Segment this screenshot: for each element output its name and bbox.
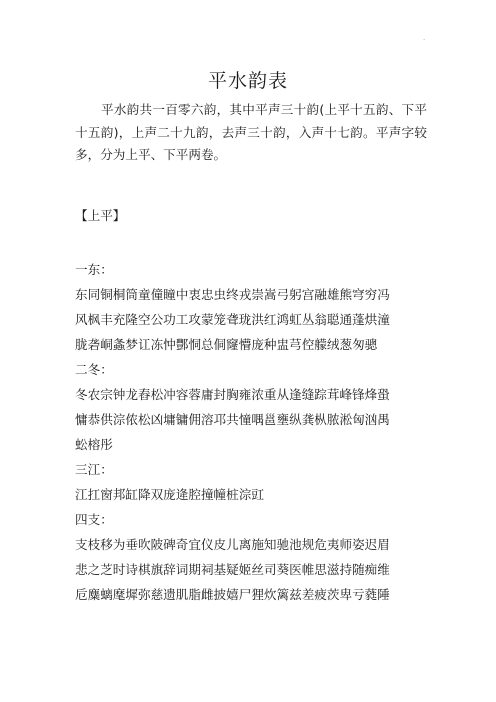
- rhyme-line: 蚣榕彤: [75, 437, 113, 452]
- rhyme-line: 支枝移为垂吹陂碑奇宜仪皮儿离施知驰池规危夷师姿迟眉: [75, 537, 390, 552]
- rhyme-heading: 三江：: [75, 462, 113, 477]
- rhyme-line: 江扛窗邦缸降双庞逄腔撞幢桩淙豇: [75, 487, 264, 502]
- rhyme-line: 冬农宗钟龙舂松冲容蓉庸封胸雍浓重从逢缝踪茸峰锋烽蛩: [75, 387, 390, 402]
- intro-paragraph: 平水韵共一百零六韵，其中平声三十韵(上平十五韵、下平十五韵)，上声二十九韵，去声三十韵，入声十七韵。平声字较多，分为上平、下平两卷。: [75, 102, 427, 162]
- rhyme-line: 悲之芝时诗棋旗辞词期祠基疑姬丝司葵医帷思滋持随痴维: [75, 562, 390, 577]
- corner-mark: ·: [423, 36, 426, 44]
- rhyme-heading: 一东：: [75, 262, 113, 277]
- page-title: 平水韵表: [207, 70, 288, 92]
- rhyme-line: 慵恭供淙侬松凶墉镛佣溶邛共憧喁邕壅纵龚枞脓淞匈汹禺: [75, 412, 390, 427]
- rhyme-heading: 二冬：: [75, 362, 113, 377]
- rhyme-line: 东同铜桐筒童僮瞳中衷忠虫终戎崇嵩弓躬宫融雄熊穹穷冯: [75, 287, 390, 302]
- section-heading: 【上平】: [75, 208, 126, 223]
- rhyme-line: 风枫丰充隆空公功工攻蒙笼聋珑洪红鸿虹丛翁聪通蓬烘潼: [75, 312, 390, 327]
- rhyme-line: 胧砻峒螽梦讧冻忡酆恫总侗窿懵庞种盅芎倥艨绒葱匆骢: [75, 337, 378, 352]
- rhyme-line: 卮麋螭麾墀弥慈遗肌脂雌披嬉尸狸炊篱兹差疲茨卑亏蕤陲: [75, 587, 390, 602]
- rhyme-heading: 四支：: [75, 512, 113, 527]
